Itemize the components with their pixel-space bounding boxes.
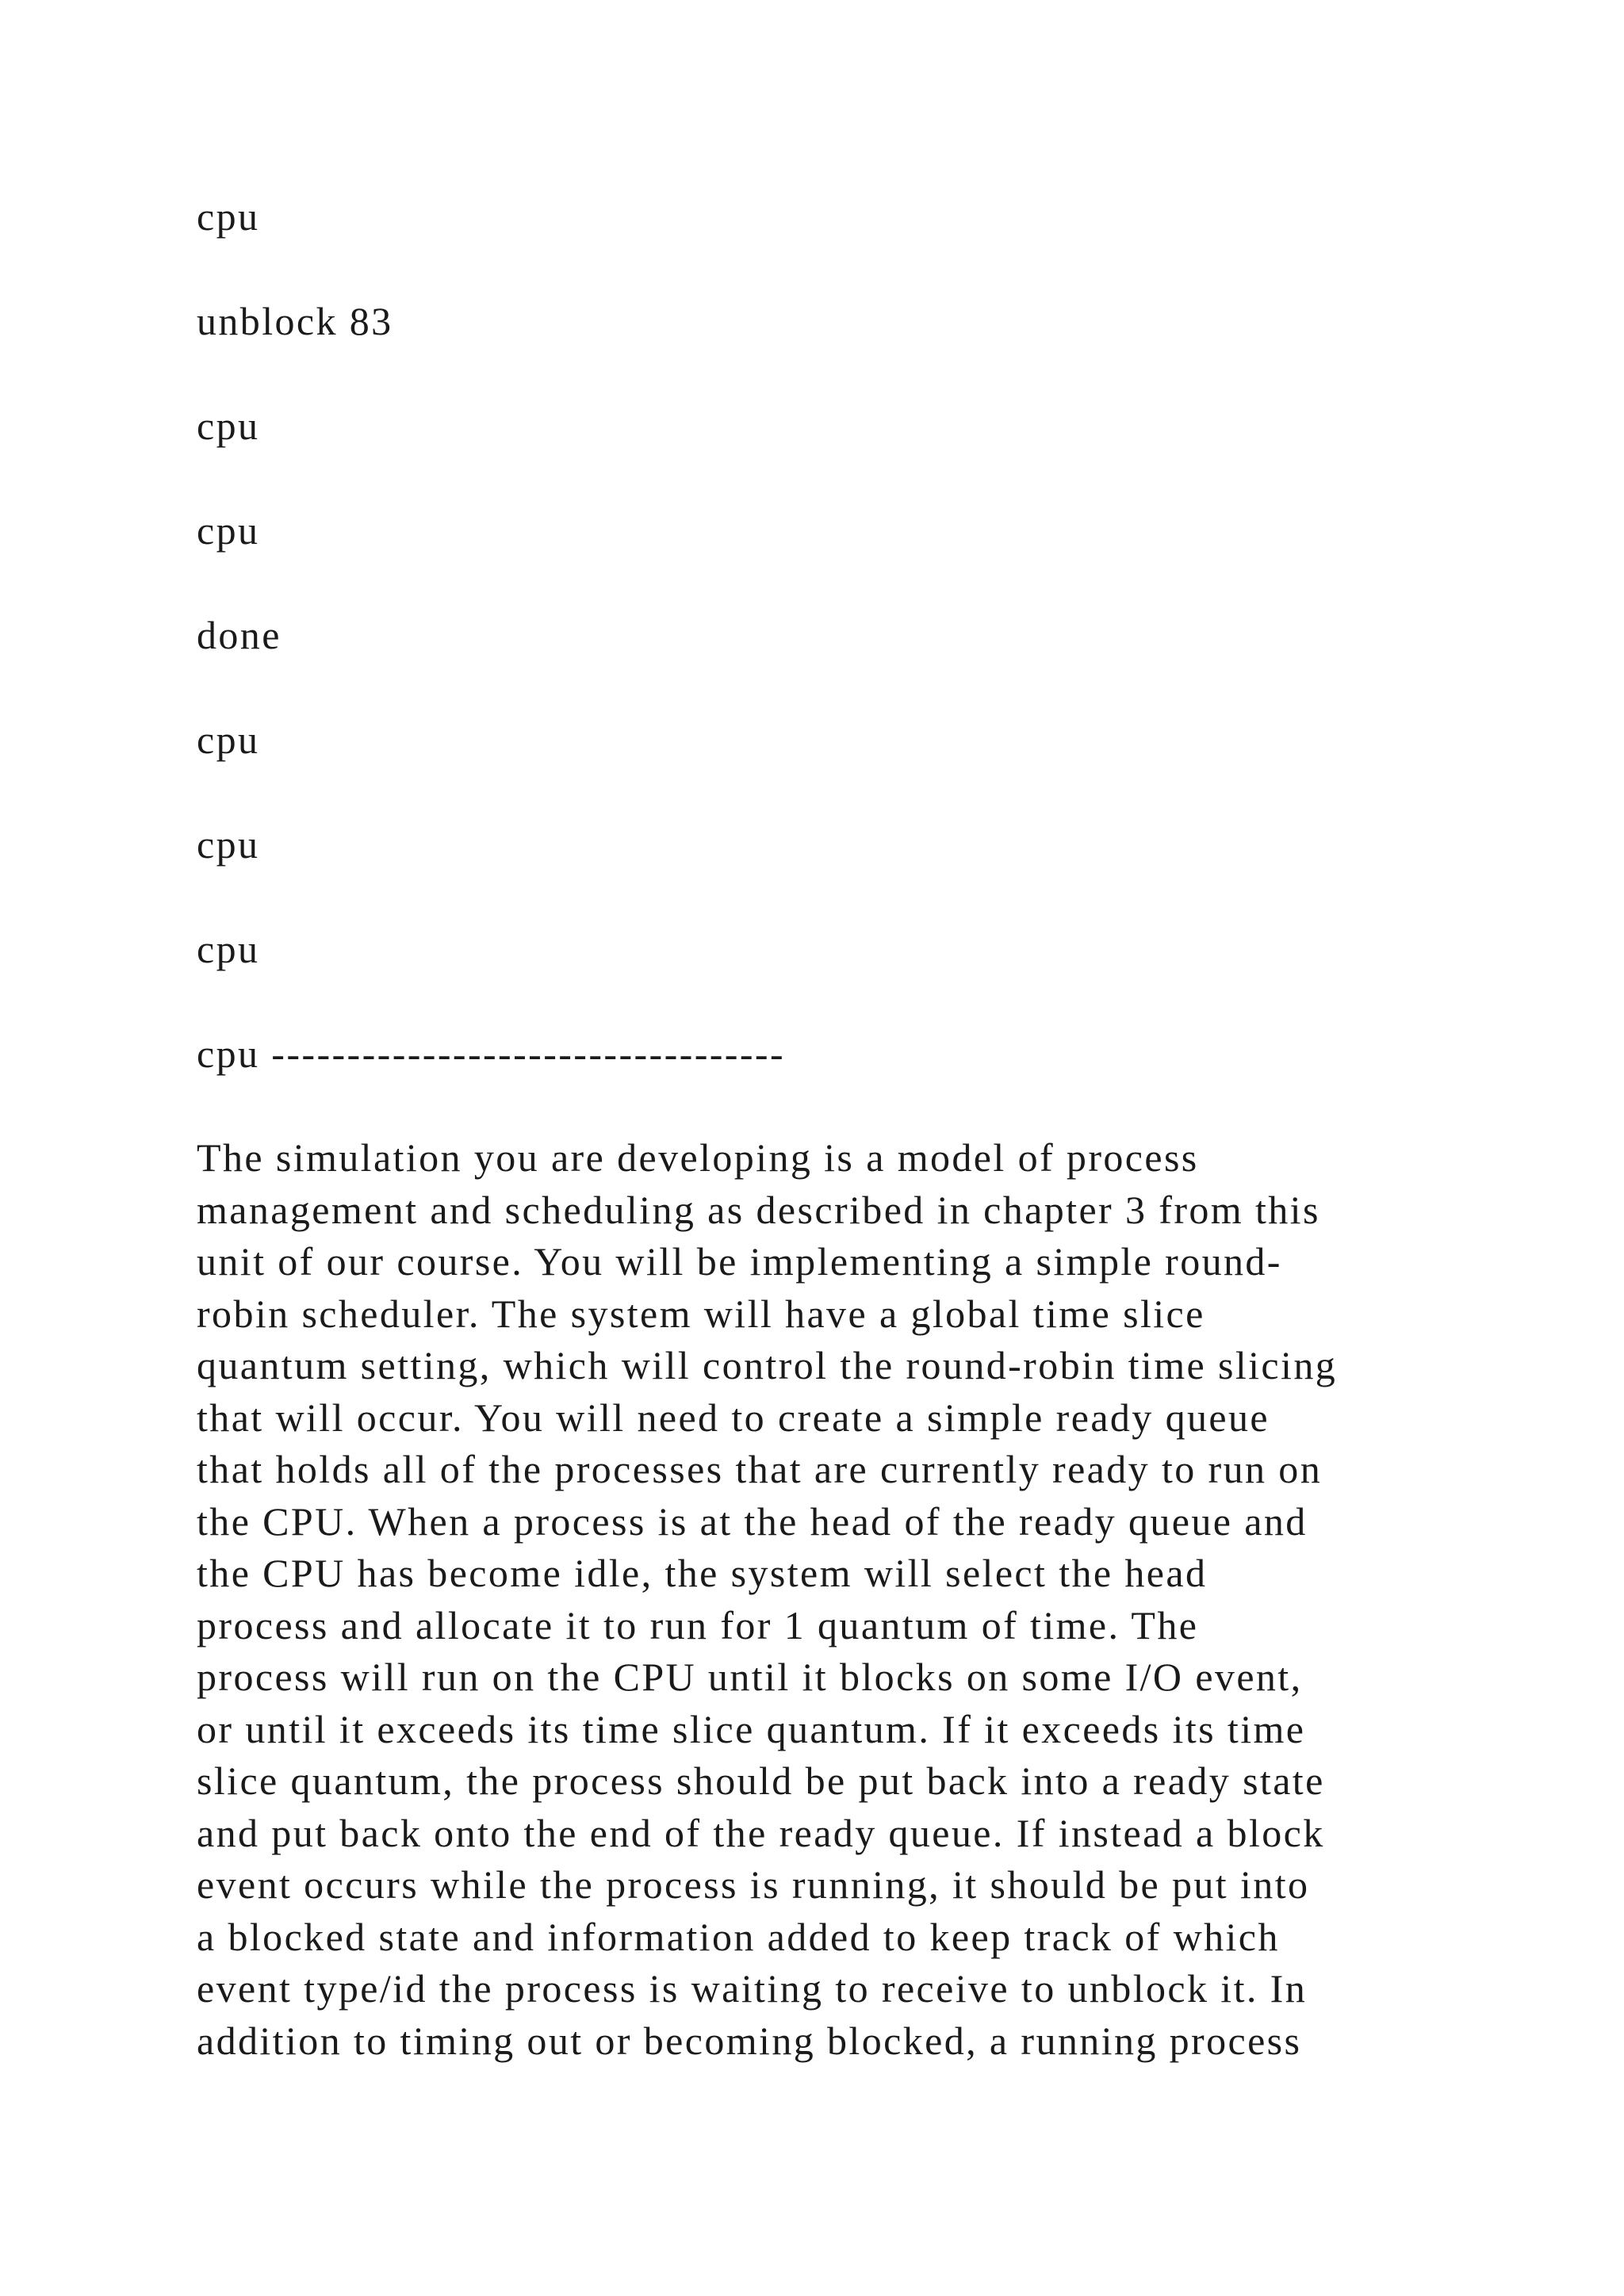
body-paragraph <box>197 1132 1450 2067</box>
paragraph-line: robin scheduler. The system will have a global time slice <box>197 1291 1205 1336</box>
command-line-separator: cpu ---------------------------------- <box>197 1031 786 1076</box>
paragraph-line: quantum setting, which will control the round-robin time slicing <box>197 1343 1338 1387</box>
paragraph-line: management and scheduling as described in chapter 3 from this <box>197 1187 1320 1232</box>
command-line: unblock 83 <box>197 299 393 343</box>
paragraph-line: unit of our course. You will be implementing a simple round- <box>197 1239 1282 1284</box>
command-line: cpu <box>197 822 260 867</box>
command-line: cpu <box>197 927 260 971</box>
paragraph-line: event type/id the process is waiting to receive to unblock it. In <box>197 1966 1308 2011</box>
command-line: cpu <box>197 718 260 762</box>
paragraph-line: that will occur. You will need to create a simple ready queue <box>197 1395 1270 1440</box>
command-line: cpu <box>197 194 260 239</box>
paragraph-line: the CPU. When a process is at the head of the ready queue and <box>197 1498 1308 1544</box>
paragraph-line: the CPU has become idle, the system will select the head <box>197 1551 1208 1595</box>
paragraph-line: a blocked state and information added to keep track of which <box>197 1914 1280 1959</box>
command-line: cpu <box>197 404 260 448</box>
document-content <box>197 190 1450 2067</box>
paragraph-line: and put back onto the end of the ready queue. If instead a block <box>197 1810 1325 1855</box>
paragraph-line: or until it exceeds its time slice quantum. If it exceeds its time <box>197 1706 1306 1751</box>
command-line: cpu <box>197 508 260 553</box>
paragraph-line: addition to timing out or becoming blocked, a running process <box>197 2018 1302 2063</box>
paragraph-line: The simulation you are developing is a model of process <box>197 1135 1199 1180</box>
paragraph-line: process will run on the CPU until it blocks on some I/O event, <box>197 1655 1303 1699</box>
paragraph-line: event occurs while the process is running, it should be put into <box>197 1862 1310 1907</box>
paragraph-line: that holds all of the processes that are currently ready to run on <box>197 1447 1323 1491</box>
paragraph-line: slice quantum, the process should be put back into a ready state <box>197 1758 1325 1803</box>
command-line: done <box>197 613 282 657</box>
paragraph-line: process and allocate it to run for 1 quantum of time. The <box>197 1602 1199 1647</box>
